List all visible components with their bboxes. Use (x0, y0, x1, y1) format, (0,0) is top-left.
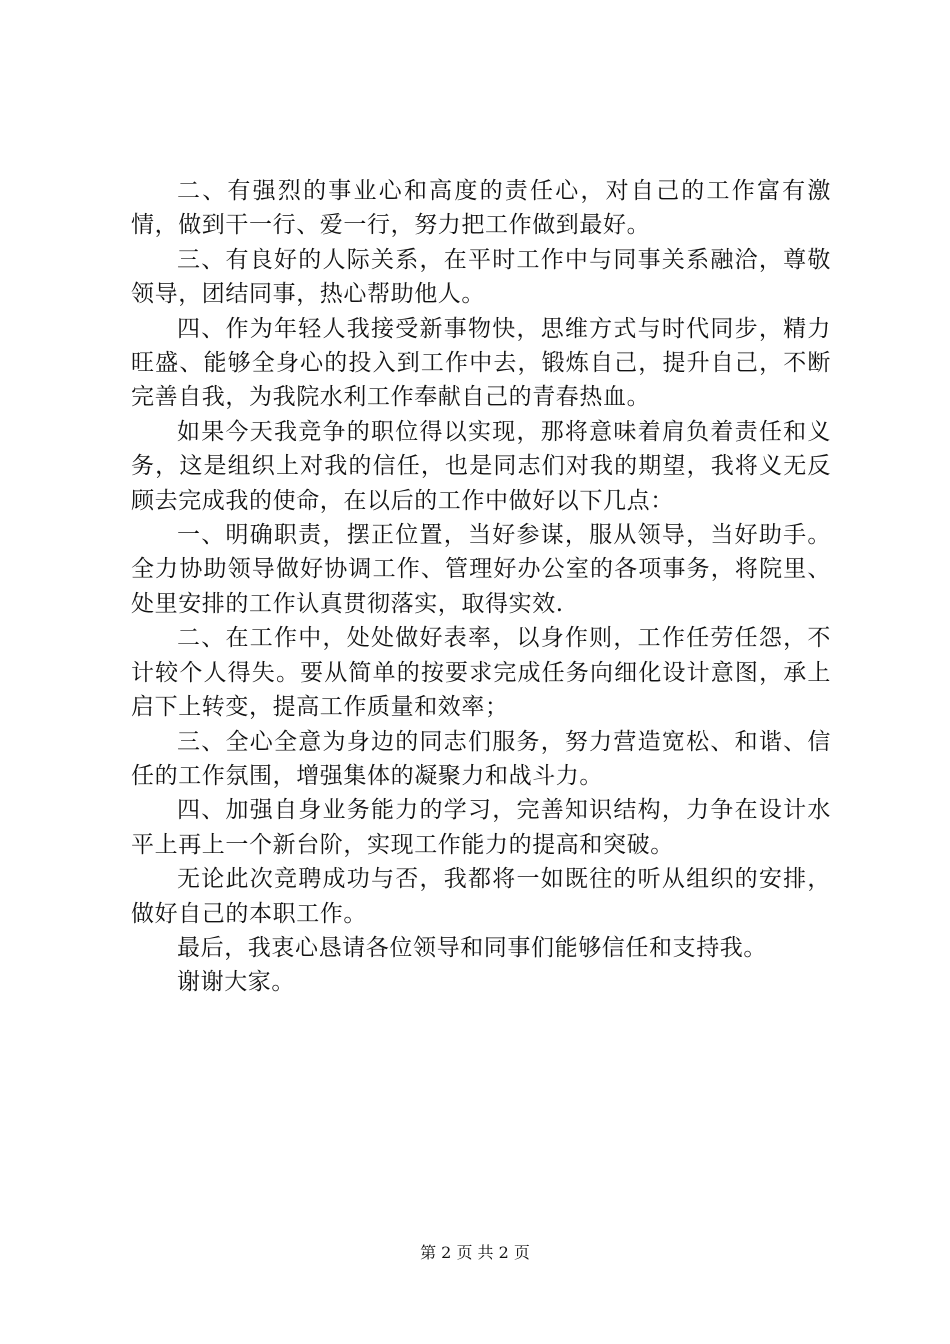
paragraph-9: 无论此次竞聘成功与否，我都将一如既往的听从组织的安排，做好自己的本职工作。 (131, 866, 831, 927)
paragraph-8: 四、加强自身业务能力的学习，完善知识结构，力争在设计水平上再上一个新台阶，实现工作能力的提高和突破。 (131, 797, 831, 858)
document-body (131, 174, 831, 1000)
paragraph-11: 谢谢大家。 (177, 969, 295, 996)
paragraph-7: 三、全心全意为身边的同志们服务，努力营造宽松、和谐、信任的工作氛围，增强集体的凝聚力和战斗力。 (131, 728, 831, 789)
paragraph-10: 最后，我衷心恳请各位领导和同事们能够信任和支持我。 (177, 934, 767, 961)
paragraph-4: 如果今天我竞争的职位得以实现，那将意味着肩负着责任和义务，这是组织上对我的信任，也是同志们对我的期望，我将义无反顾去完成我的使命，在以后的工作中做好以下几点： (131, 418, 831, 514)
paragraph-2: 三、有良好的人际关系，在平时工作中与同事关系融洽，尊敬领导，团结同事，热心帮助他人。 (131, 246, 831, 308)
paragraph-1: 二、有强烈的事业心和高度的责任心，对自己的工作富有激情，做到干一行、爱一行，努力把工作做到最好。 (131, 178, 831, 239)
paragraph-5: 一、明确职责，摆正位置，当好参谋，服从领导，当好助手。全力协助领导做好协调工作、管理好办公室的各项事务，将院里、处里安排的工作认真贯彻落实，取得实效. (131, 522, 831, 617)
paragraph-6: 二、在工作中，处处做好表率，以身作则，工作任劳任怨，不计较个人得失。要从简单的按要求完成任务向细化设计意图，承上启下上转变，提高工作质量和效率； (131, 625, 831, 721)
paragraph-3: 四、作为年轻人我接受新事物快，思维方式与时代同步，精力旺盛、能够全身心的投入到工作中去，锻炼自己，提升自己，不断完善自我，为我院水利工作奉献自己的青春热血。 (131, 315, 831, 411)
page-number-footer: 第 2 页 共 2 页 (420, 1243, 530, 1262)
